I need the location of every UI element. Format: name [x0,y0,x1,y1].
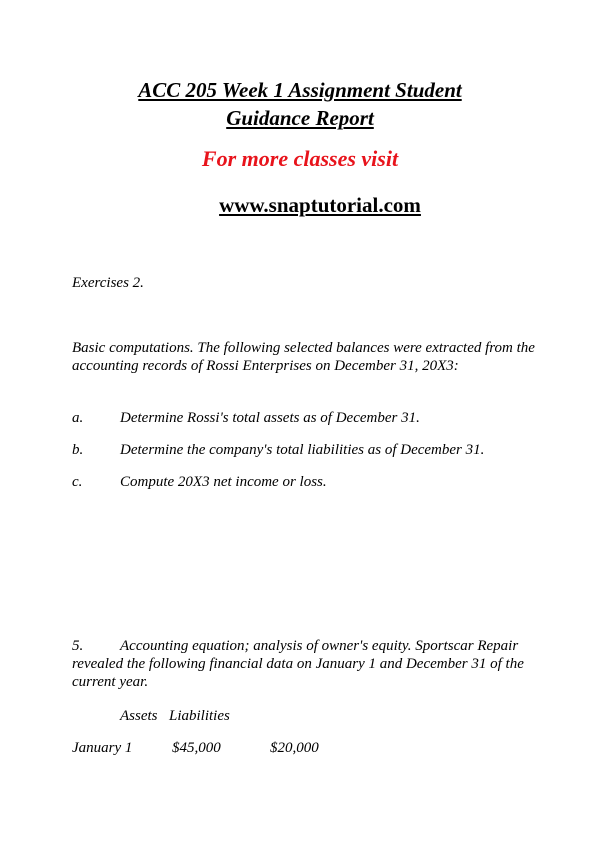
website-link[interactable]: www.snaptutorial.com [219,193,421,217]
item-letter: c. [72,474,83,490]
problem-number: 5. [72,638,84,654]
col-header-assets: Assets [120,708,158,724]
document-title-line1: ACC 205 Week 1 Assignment Student [138,78,462,102]
problem5-paragraph [72,637,547,691]
exercise-item-c [72,473,327,491]
item-text: Determine Rossi's total assets as of December 31. [120,410,420,426]
exercise-item-a [72,409,420,427]
exercise-intro: Basic computations. The following selected balances were extracted from the accounting records of Rossi Enterprises on December 31, 20X3: [72,340,535,374]
row-assets-value: $45,000 [172,740,221,756]
promo-text: For more classes visit [201,146,399,171]
problem-text: Accounting equation; analysis of owner's equity. Sportscar Repair revealed the following financial data on January 1 and December 31 of the current year. [72,638,524,690]
col-header-liabilities: Liabilities [169,708,230,724]
exercise-item-b [72,441,484,459]
row-liabilities-value: $20,000 [270,740,319,756]
item-text: Compute 20X3 net income or loss. [120,474,327,490]
document-title-line2: Guidance Report [226,106,374,130]
item-text: Determine the company's total liabilities as of December 31. [120,442,485,458]
row-label: January 1 [72,740,133,756]
item-letter: a. [72,410,84,426]
exercise-heading: Exercises 2. [72,275,144,291]
item-letter: b. [72,442,84,458]
